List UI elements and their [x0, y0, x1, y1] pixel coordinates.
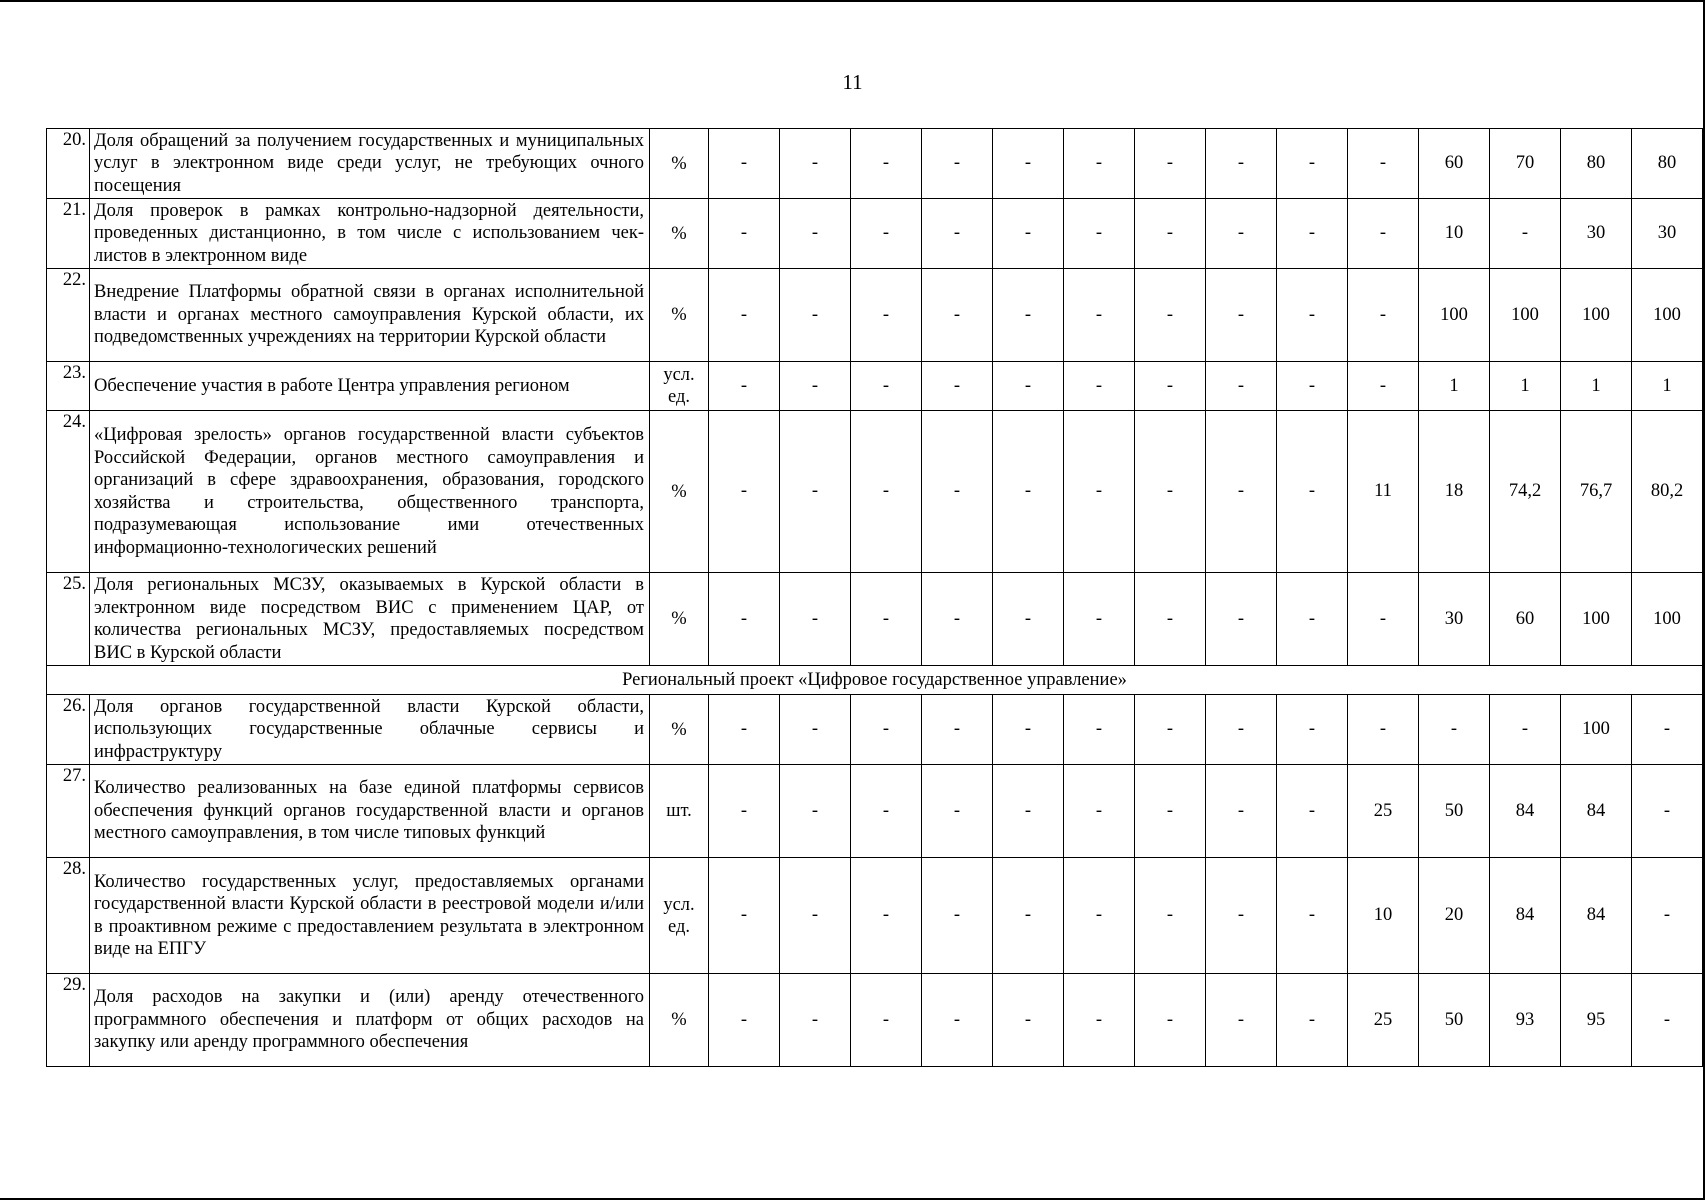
row-number: 25.	[47, 573, 90, 666]
value-cell: -	[1277, 765, 1348, 858]
value-cell: -	[851, 411, 922, 573]
section-header-row	[47, 666, 1703, 695]
unit-of-measure: %	[650, 695, 709, 765]
value-cell: -	[922, 765, 993, 858]
value-cell: -	[780, 974, 851, 1067]
row-number: 24.	[47, 411, 90, 573]
section-body	[47, 666, 1703, 695]
table-body-top	[47, 129, 1703, 666]
value-cell: -	[780, 765, 851, 858]
value-cell: -	[1632, 858, 1703, 974]
value-cell: -	[709, 362, 780, 411]
unit-of-measure: %	[650, 269, 709, 362]
row-number: 23.	[47, 362, 90, 411]
value-cell: -	[1348, 695, 1419, 765]
value-cell: -	[1277, 858, 1348, 974]
value-cell: 30	[1632, 199, 1703, 269]
value-cell: -	[1135, 573, 1206, 666]
value-cell: -	[922, 269, 993, 362]
indicator-description: Доля органов государственной власти Курской области, использующих государственные облачные сервисы и инфраструктуру	[90, 695, 650, 765]
value-cell: -	[1135, 765, 1206, 858]
table-row	[47, 974, 1703, 1067]
value-cell: 1	[1419, 362, 1490, 411]
value-cell: -	[851, 573, 922, 666]
value-cell: -	[1064, 129, 1135, 199]
indicator-description: Доля обращений за получением государственных и муниципальных услуг в электронном виде среди услуг, не требующих очного посещения	[90, 129, 650, 199]
value-cell: -	[1206, 269, 1277, 362]
value-cell: -	[993, 858, 1064, 974]
value-cell: -	[993, 765, 1064, 858]
value-cell: 10	[1348, 858, 1419, 974]
value-cell: -	[1632, 695, 1703, 765]
value-cell: -	[851, 129, 922, 199]
value-cell: 11	[1348, 411, 1419, 573]
value-cell: -	[851, 858, 922, 974]
unit-of-measure: %	[650, 129, 709, 199]
value-cell: 100	[1632, 269, 1703, 362]
value-cell: 20	[1419, 858, 1490, 974]
value-cell: -	[709, 199, 780, 269]
value-cell: -	[993, 269, 1064, 362]
row-number: 20.	[47, 129, 90, 199]
value-cell: -	[1206, 974, 1277, 1067]
table-row	[47, 765, 1703, 858]
value-cell: 80	[1632, 129, 1703, 199]
value-cell: 95	[1561, 974, 1632, 1067]
value-cell: -	[1277, 411, 1348, 573]
value-cell: -	[1064, 695, 1135, 765]
value-cell: 30	[1561, 199, 1632, 269]
value-cell: -	[993, 199, 1064, 269]
value-cell: -	[1632, 765, 1703, 858]
page-number: 11	[842, 70, 863, 94]
indicator-description: «Цифровая зрелость» органов государственной власти субъектов Российской Федерации, органов местного самоуправления и организаций в сфере здравоохранения, образования, городского хозяйства и строительства, общественного транспорта, подразумевающая использование ими отечественных информационно-технологических решений	[90, 411, 650, 573]
value-cell: 25	[1348, 765, 1419, 858]
indicators-table	[46, 128, 1703, 1067]
row-number: 21.	[47, 199, 90, 269]
value-cell: -	[709, 411, 780, 573]
indicator-description: Количество государственных услуг, предоставляемых органами государственной власти Курской области в реестровой модели и/или в проактивном режиме с предоставлением результата в электронном виде на ЕПГУ	[90, 858, 650, 974]
value-cell: -	[709, 695, 780, 765]
value-cell: -	[1064, 573, 1135, 666]
value-cell: -	[1064, 765, 1135, 858]
value-cell: -	[1206, 573, 1277, 666]
value-cell: -	[1206, 411, 1277, 573]
value-cell: -	[1277, 362, 1348, 411]
value-cell: 100	[1419, 269, 1490, 362]
value-cell: 80,2	[1632, 411, 1703, 573]
value-cell: 60	[1490, 573, 1561, 666]
value-cell: -	[709, 974, 780, 1067]
unit-of-measure: усл. ед.	[650, 858, 709, 974]
value-cell: -	[780, 129, 851, 199]
row-number: 26.	[47, 695, 90, 765]
value-cell: -	[709, 573, 780, 666]
value-cell: -	[1064, 269, 1135, 362]
value-cell: -	[1135, 269, 1206, 362]
value-cell: -	[1064, 411, 1135, 573]
value-cell: -	[780, 269, 851, 362]
table-row	[47, 695, 1703, 765]
value-cell: 60	[1419, 129, 1490, 199]
value-cell: -	[1490, 199, 1561, 269]
value-cell: -	[780, 695, 851, 765]
value-cell: -	[1206, 199, 1277, 269]
value-cell: -	[780, 362, 851, 411]
unit-of-measure: %	[650, 411, 709, 573]
value-cell: -	[922, 199, 993, 269]
value-cell: -	[1135, 362, 1206, 411]
indicator-description: Доля расходов на закупки и (или) аренду отечественного программного обеспечения и платформ от общих расходов на закупку или аренду программного обеспечения	[90, 974, 650, 1067]
indicator-description: Количество реализованных на базе единой платформы сервисов обеспечения функций органов государственной власти и органов местного самоуправления, в том числе типовых функций	[90, 765, 650, 858]
value-cell: -	[1135, 858, 1206, 974]
value-cell: -	[851, 974, 922, 1067]
value-cell: 25	[1348, 974, 1419, 1067]
indicator-description: Доля региональных МСЗУ, оказываемых в Курской области в электронном виде посредством ВИС с применением ЦАР, от количества региональных МСЗУ, предоставляемых посредством ВИС в Курской области	[90, 573, 650, 666]
value-cell: 84	[1561, 858, 1632, 974]
table-body-bottom	[47, 695, 1703, 1067]
value-cell: -	[1206, 695, 1277, 765]
value-cell: -	[709, 129, 780, 199]
value-cell: -	[709, 269, 780, 362]
value-cell: -	[1135, 974, 1206, 1067]
indicator-description: Обеспечение участия в работе Центра управления регионом	[90, 362, 650, 411]
indicator-description: Доля проверок в рамках контрольно-надзорной деятельности, проведенных дистанционно, в том числе с использованием чек-листов в электронном виде	[90, 199, 650, 269]
section-title: Региональный проект «Цифровое государственное управление»	[47, 666, 1703, 695]
value-cell: -	[993, 411, 1064, 573]
value-cell: -	[993, 362, 1064, 411]
unit-of-measure: усл. ед.	[650, 362, 709, 411]
value-cell: 84	[1561, 765, 1632, 858]
value-cell: -	[1348, 573, 1419, 666]
value-cell: -	[1135, 129, 1206, 199]
value-cell: -	[1135, 411, 1206, 573]
value-cell: 50	[1419, 974, 1490, 1067]
value-cell: -	[1206, 765, 1277, 858]
value-cell: 18	[1419, 411, 1490, 573]
value-cell: 74,2	[1490, 411, 1561, 573]
value-cell: -	[780, 199, 851, 269]
value-cell: 100	[1561, 573, 1632, 666]
value-cell: -	[922, 695, 993, 765]
value-cell: -	[1277, 269, 1348, 362]
value-cell: -	[1348, 129, 1419, 199]
value-cell: -	[1348, 199, 1419, 269]
value-cell: 30	[1419, 573, 1490, 666]
table-row	[47, 411, 1703, 573]
value-cell: -	[1064, 362, 1135, 411]
value-cell: -	[1277, 974, 1348, 1067]
value-cell: -	[922, 129, 993, 199]
value-cell: 70	[1490, 129, 1561, 199]
value-cell: 100	[1561, 695, 1632, 765]
unit-of-measure: %	[650, 199, 709, 269]
value-cell: 10	[1419, 199, 1490, 269]
row-number: 29.	[47, 974, 90, 1067]
value-cell: -	[1206, 858, 1277, 974]
value-cell: -	[1490, 695, 1561, 765]
value-cell: -	[1206, 362, 1277, 411]
value-cell: -	[993, 974, 1064, 1067]
value-cell: -	[1277, 695, 1348, 765]
value-cell: -	[1348, 269, 1419, 362]
value-cell: -	[993, 129, 1064, 199]
value-cell: 84	[1490, 858, 1561, 974]
value-cell: -	[851, 765, 922, 858]
value-cell: 76,7	[1561, 411, 1632, 573]
value-cell: -	[709, 765, 780, 858]
unit-of-measure: %	[650, 974, 709, 1067]
value-cell: -	[922, 411, 993, 573]
value-cell: -	[780, 411, 851, 573]
value-cell: -	[1632, 974, 1703, 1067]
value-cell: 1	[1561, 362, 1632, 411]
table-row	[47, 199, 1703, 269]
value-cell: -	[780, 858, 851, 974]
value-cell: -	[1277, 129, 1348, 199]
value-cell: -	[922, 858, 993, 974]
unit-of-measure: %	[650, 573, 709, 666]
value-cell: -	[1277, 573, 1348, 666]
value-cell: 100	[1561, 269, 1632, 362]
table-row	[47, 269, 1703, 362]
value-cell: 100	[1632, 573, 1703, 666]
value-cell: 80	[1561, 129, 1632, 199]
value-cell: 93	[1490, 974, 1561, 1067]
value-cell: -	[851, 362, 922, 411]
value-cell: -	[993, 695, 1064, 765]
value-cell: 100	[1490, 269, 1561, 362]
row-number: 28.	[47, 858, 90, 974]
unit-of-measure: шт.	[650, 765, 709, 858]
value-cell: -	[1064, 199, 1135, 269]
table-row	[47, 362, 1703, 411]
value-cell: -	[993, 573, 1064, 666]
value-cell: -	[1348, 362, 1419, 411]
value-cell: 1	[1490, 362, 1561, 411]
value-cell: 84	[1490, 765, 1561, 858]
value-cell: -	[1135, 199, 1206, 269]
value-cell: -	[1135, 695, 1206, 765]
value-cell: -	[709, 858, 780, 974]
row-number: 22.	[47, 269, 90, 362]
value-cell: -	[851, 199, 922, 269]
value-cell: -	[1419, 695, 1490, 765]
value-cell: -	[1064, 858, 1135, 974]
value-cell: -	[922, 362, 993, 411]
value-cell: -	[1064, 974, 1135, 1067]
value-cell: 50	[1419, 765, 1490, 858]
table-row	[47, 573, 1703, 666]
value-cell: -	[1277, 199, 1348, 269]
value-cell: 1	[1632, 362, 1703, 411]
table-row	[47, 858, 1703, 974]
value-cell: -	[780, 573, 851, 666]
value-cell: -	[1206, 129, 1277, 199]
value-cell: -	[851, 695, 922, 765]
value-cell: -	[922, 573, 993, 666]
indicator-description: Внедрение Платформы обратной связи в органах исполнительной власти и органах местного самоуправления Курской области, их подведомственных учреждениях на территории Курской области	[90, 269, 650, 362]
row-number: 27.	[47, 765, 90, 858]
value-cell: -	[922, 974, 993, 1067]
value-cell: -	[851, 269, 922, 362]
table-row	[47, 129, 1703, 199]
